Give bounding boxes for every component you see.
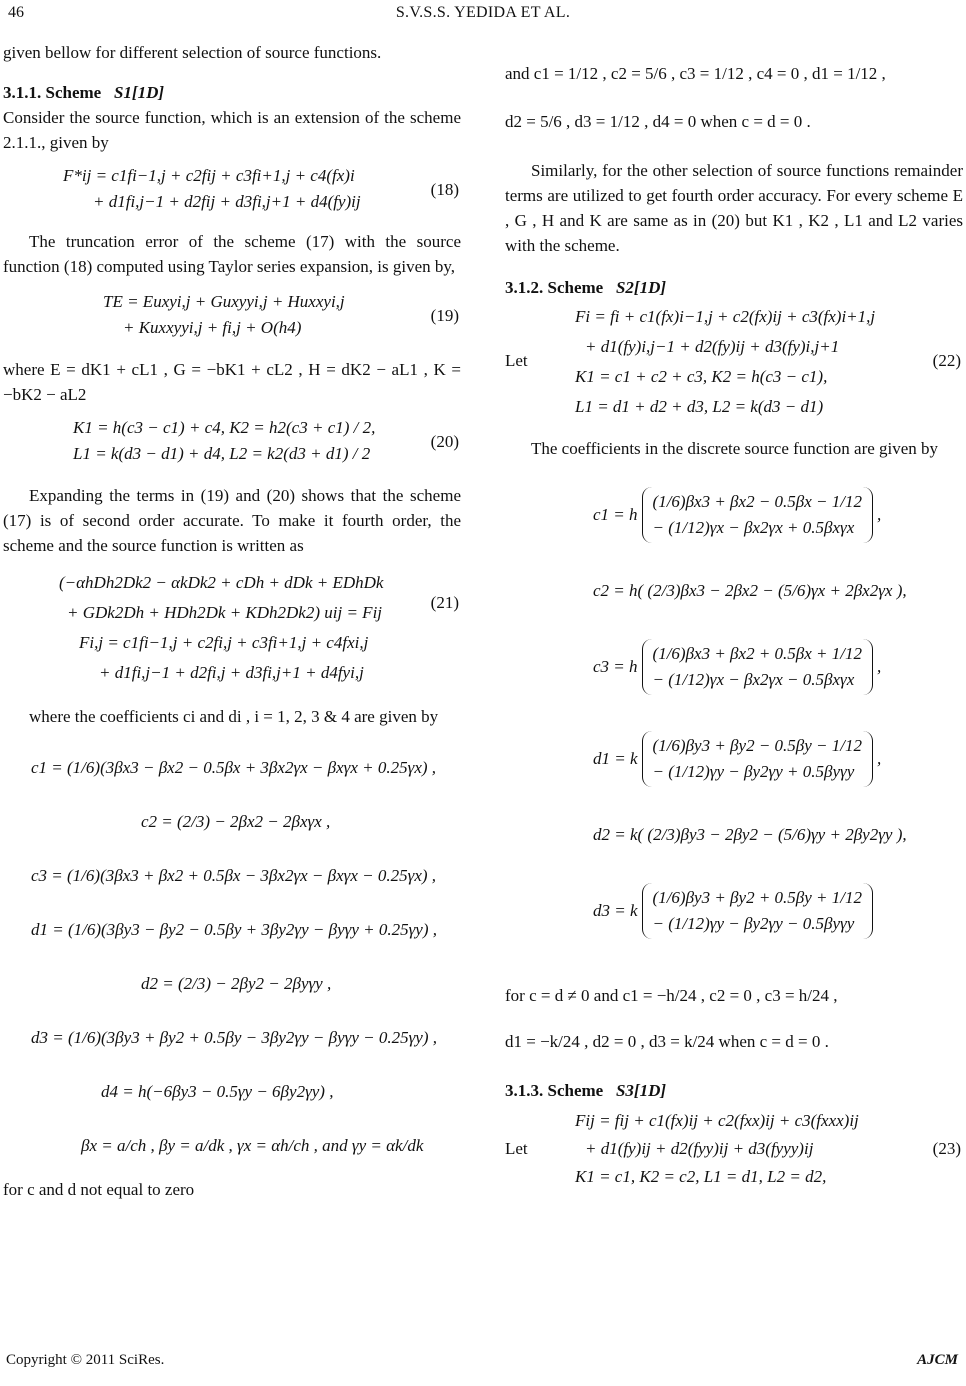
- scheme-symbol: S2[1D]: [615, 278, 667, 297]
- section-heading-3-1-3: 3.1.3. Scheme S3[1D]: [505, 1081, 667, 1100]
- paragraph: for c and d not equal to zero: [3, 1180, 195, 1199]
- equation-line: TE = Euxyi,j + Guxyyi,j + Huxxyi,j: [103, 292, 345, 311]
- page-number: 46: [8, 4, 24, 21]
- let-label: Let: [505, 351, 528, 370]
- matrix-d1: (1/6)βy3 + βy2 − 0.5βy − 1/12 − (1/12)γy − βy2γy + 0.5βyγy: [642, 731, 873, 787]
- paragraph: Expanding the terms in (19) and (20) shows that the scheme (17) is of second order accurate. To make it fourth order, the scheme and the source function is written as: [3, 486, 461, 555]
- equation-line: F*ij = c1fi−1,j + c2fij + c3fi+1,j + c4(fx)i: [63, 166, 355, 185]
- left-column: [3, 40, 461, 1202]
- equation-line: K1 = c1, K2 = c2, L1 = d1, L2 = d2,: [575, 1167, 827, 1186]
- equation-number: (21): [430, 593, 459, 612]
- equation-number: (23): [932, 1139, 961, 1158]
- equation-line: K1 = c1 + c2 + c3, K2 = h(c3 − c1),: [575, 367, 828, 386]
- matrix-d3: (1/6)βy3 + βy2 + 0.5βy + 1/12 − (1/12)γy − βy2γy − 0.5βyγy: [642, 883, 873, 939]
- scheme-symbol: S3[1D]: [615, 1081, 667, 1100]
- equation-line: + GDk2Dh + HDh2Dk + KDh2Dk2) uij = Fij: [67, 603, 383, 622]
- scheme-symbol: S1[1D]: [113, 83, 165, 102]
- equation-20: [3, 415, 461, 471]
- equation-line: + Kuxxyyi,j + fi,j + O(h4): [123, 318, 302, 337]
- coefficient-c3: c3 = (1/6)(3βx3 + βx2 + 0.5βx − 3βx2γx − βxγx − 0.25γx) ,: [31, 866, 437, 885]
- coefficient-d2: d2 = k( (2/3)βy3 − 2βy2 − (5/6)γy + 2βy2γy ),: [593, 825, 907, 844]
- running-header: [0, 4, 966, 32]
- equation-line: + d1fi,j−1 + d2fij + d3fi,j+1 + d4(fy)ij: [93, 192, 361, 211]
- section-heading-3-1-2: 3.1.2. Scheme S2[1D]: [505, 278, 667, 297]
- paragraph: The truncation error of the scheme (17) with the source function (18) computed using Taylor series expansion, is given by,: [3, 232, 461, 276]
- beta-gamma-definitions: βx = a/ch , βy = a/dk , γx = αh/ch , and γy = αk/dk: [81, 1136, 424, 1155]
- equation-line: + d1fi,j−1 + d2fi,j + d3fi,j+1 + d4fyi,j: [99, 663, 364, 682]
- equation-line: K1 = h(c3 − c1) + c4, K2 = h2(c3 + c1) / 2,: [73, 418, 376, 437]
- equation-line: L1 = d1 + d2 + d3, L2 = k(d3 − d1): [575, 397, 824, 416]
- right-column: [505, 50, 963, 1197]
- intro-text: given bellow for different selection of source functions.: [3, 43, 382, 62]
- equation-22: [505, 302, 963, 422]
- coefficient-c2: c2 = h( (2/3)βx3 − 2βx2 − (5/6)γx + 2βx2γx ),: [593, 581, 907, 600]
- journal-abbrev: AJCM: [917, 1352, 958, 1368]
- equation-number: (18): [430, 180, 459, 199]
- coefficient-d1: d1 = (1/6)(3βy3 − βy2 − 0.5βy + 3βy2γy − βyγy + 0.25γy) ,: [31, 920, 437, 939]
- equation-number: (20): [430, 432, 459, 451]
- coefficient-c2: c2 = (2/3) − 2βx2 − 2βxγx ,: [141, 812, 331, 831]
- equation-19: [3, 289, 461, 347]
- equation-number: (19): [430, 306, 459, 325]
- matrix-c1: (1/6)βx3 + βx2 − 0.5βx − 1/12 − (1/12)γx − βx2γx + 0.5βxγx: [642, 487, 873, 543]
- discrete-coefficients: c1 = h (1/6)βx3 + βx2 − 0.5βx − 1/12 − (1/12)γx − βx2γx + 0.5βxγx , c2 = h( (2/3)βx3 − 2βx2 − (5/6)γx + 2βx2γx ), c3 = h (1/6)βx3 + βx2 + 0.5βx + 1/12 − (1/12)γx − βx2γx − 0.5βxγx , d1 = k (1/6)βy3 + βy2 − 0.5βy − 1/12 − (1/12)γy − βy2γy + 0.5βyγy , d2 = k( (2/3)βy3 − 2βy2 − (5/6)γy + 2βy2γy ), d3 = k (1/6)βy3 + βy2 + 0.5βy + 1/12 − (1/12)γy − βy2γy − 0.5βyγy: [505, 469, 963, 957]
- paragraph: The coefficients in the discrete source function are given by: [531, 439, 939, 458]
- equation-line: L1 = k(d3 − d1) + d4, L2 = k2(d3 + d1) / 2: [73, 444, 371, 463]
- running-title: S.V.S.S. YEDIDA ET AL.: [395, 4, 571, 21]
- paragraph: where the coefficients ci and di , i = 1, 2, 3 & 4 are given by: [29, 707, 439, 726]
- coefficient-d3: d3 = (1/6)(3βy3 + βy2 + 0.5βy − 3βy2γy − βyγy − 0.25γy) ,: [31, 1028, 437, 1047]
- section-heading-3-1-1: 3.1.1. Scheme S1[1D]: [3, 83, 165, 102]
- equation-line: (−αhDh2Dk2 − αkDk2 + cDh + dDk + EDhDk: [59, 573, 384, 592]
- coefficient-d2: d2 = (2/3) − 2βy2 − 2βyγy ,: [141, 974, 332, 993]
- equation-23: [505, 1107, 963, 1197]
- coefficient-list: [3, 741, 461, 1173]
- equation-line: Fi = fi + c1(fx)i−1,j + c2(fx)ij + c3(fx)i+1,j: [575, 307, 876, 326]
- let-label: Let: [505, 1139, 528, 1158]
- special-case-values: and c1 = 1/12 , c2 = 5/6 , c3 = 1/12 , c4 = 0 , d1 = 1/12 , d2 = 5/6 , d3 = 1/12 , d4 = 0 when c = d = 0 .: [505, 64, 886, 131]
- equation-21: [3, 568, 461, 694]
- paragraph: Consider the source function, which is an extension of the scheme 2.1.1., given by: [3, 108, 461, 152]
- paragraph: where E = dK1 + cL1 , G = −bK1 + cL2 , H = dK2 − aL1 , K = −bK2 − aL2: [3, 360, 461, 404]
- page-footer: [0, 1352, 966, 1376]
- equation-line: + d1(fy)i,j−1 + d2(fy)ij + d3(fy)i,j+1: [585, 337, 840, 356]
- coefficient-c1: c1 = (1/6)(3βx3 − βx2 − 0.5βx + 3βx2γx − βxγx + 0.25γx) ,: [31, 758, 437, 777]
- equation-18: [3, 163, 461, 219]
- special-case-values-2: for c = d ≠ 0 and c1 = −h/24 , c2 = 0 , c3 = h/24 , d1 = −k/24 , d2 = 0 , d3 = k/24 when c = d = 0 .: [505, 986, 838, 1051]
- copyright-text: Copyright © 2011 SciRes.: [6, 1352, 165, 1368]
- coefficient-d4: d4 = h(−6βy3 − 0.5γy − 6βy2γy) ,: [101, 1082, 334, 1101]
- equation-line: Fij = fij + c1(fx)ij + c2(fxx)ij + c3(fxxx)ij: [575, 1111, 859, 1130]
- matrix-c3: (1/6)βx3 + βx2 + 0.5βx + 1/12 − (1/12)γx − βx2γx − 0.5βxγx: [642, 639, 873, 695]
- equation-line: Fi,j = c1fi−1,j + c2fi,j + c3fi+1,j + c4fxi,j: [79, 633, 369, 652]
- equation-line: + d1(fy)ij + d2(fyy)ij + d3(fyyy)ij: [585, 1139, 814, 1158]
- paragraph: Similarly, for the other selection of source functions remainder terms are utilized to get fourth order accuracy. For every scheme E , G , H and K are same as in (20) but K1 , K2 , L1 and L2 varies with the scheme.: [505, 161, 963, 255]
- equation-number: (22): [932, 351, 961, 370]
